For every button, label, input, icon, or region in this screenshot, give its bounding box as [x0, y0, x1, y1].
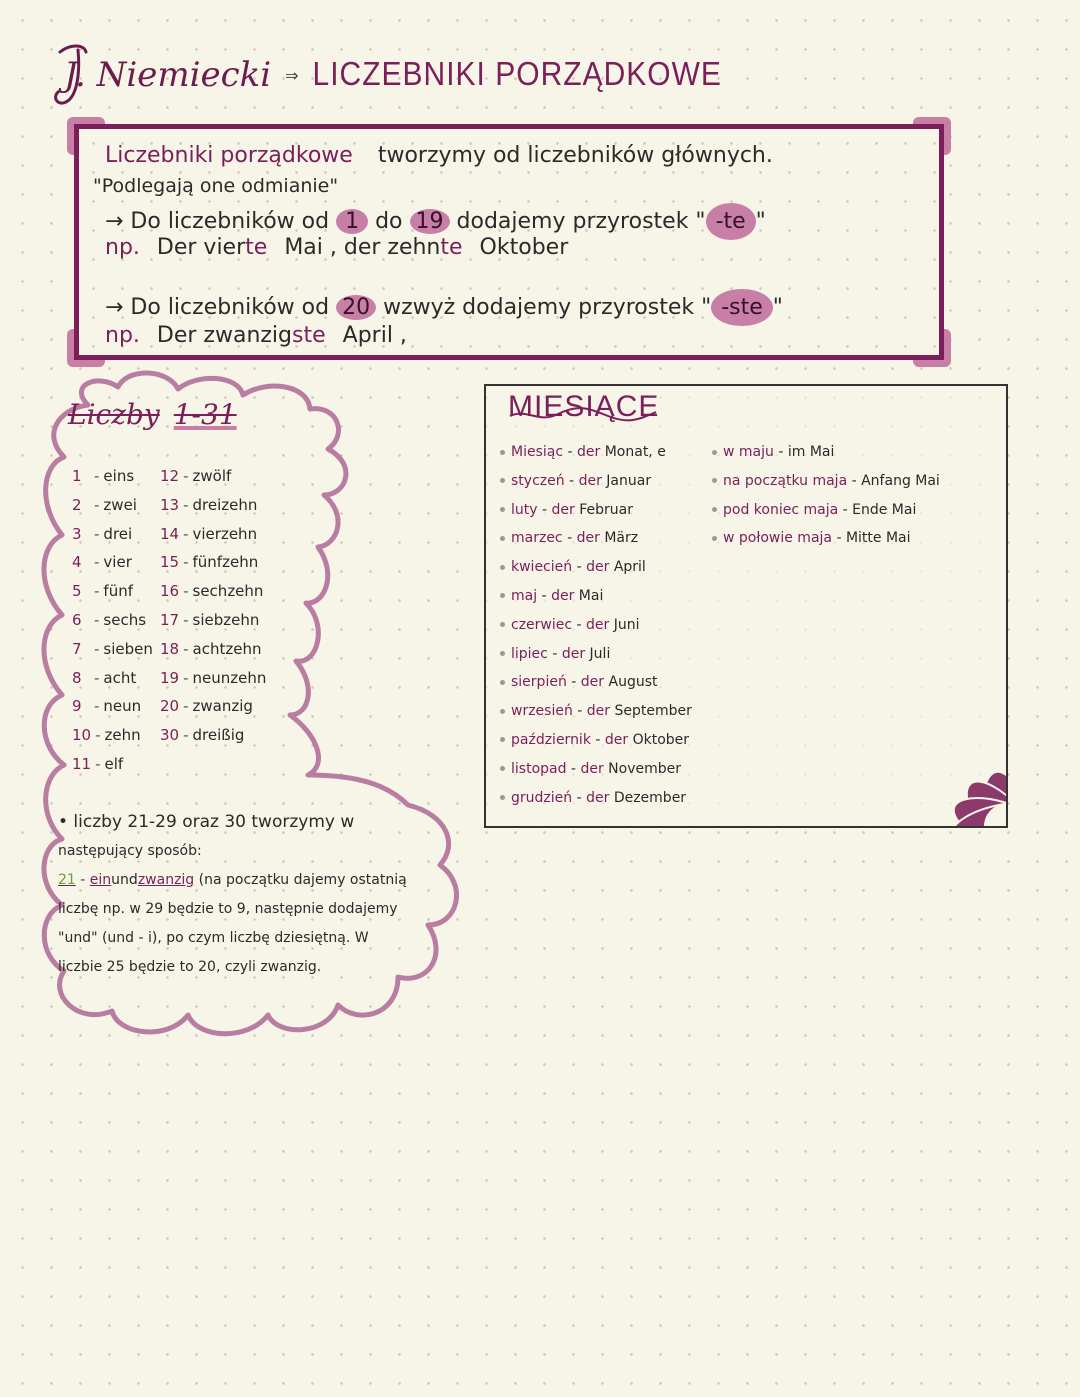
dash: -: [183, 553, 189, 572]
month-row: [500, 467, 692, 496]
phrase-german: Mitte Mai: [845, 530, 911, 547]
number-digit: 3: [72, 524, 82, 543]
dash: -: [183, 610, 189, 629]
month-article: der: [551, 587, 575, 604]
month-german: März: [604, 530, 639, 547]
month-row: [500, 524, 692, 553]
phrase-polish: w połowie maja: [723, 530, 832, 547]
month-polish: marzec: [511, 530, 563, 547]
number-digit: 7: [72, 639, 82, 658]
number-word: siebzehn: [192, 610, 260, 629]
month-polish: czerwiec: [511, 616, 573, 633]
number-digit: 9: [72, 697, 82, 716]
dash: -: [95, 754, 101, 773]
rule-text: do: [375, 209, 403, 234]
flower-decoration-icon: [916, 706, 1006, 826]
number-row: [72, 577, 153, 606]
month-article: der: [576, 530, 600, 547]
number-digit: 4: [72, 553, 82, 572]
number-row: [160, 548, 266, 577]
bullet-icon: [500, 536, 505, 541]
example-text: Oktober: [479, 235, 569, 260]
example-line-2: [105, 323, 407, 348]
number-row: [72, 462, 153, 491]
number-word: neunzehn: [192, 668, 267, 687]
phrase-polish: na początku maja: [723, 472, 848, 489]
number-digit: 8: [72, 668, 82, 687]
number-digit: 19: [160, 668, 180, 687]
quote-mark: ": [755, 209, 766, 234]
dash: -: [572, 559, 587, 576]
number-row: [72, 721, 153, 750]
rules-box-inner: [74, 124, 944, 360]
bullet-icon: [712, 450, 717, 455]
bullet-icon: [500, 593, 505, 598]
example-suffix: ste: [292, 323, 326, 348]
bullet-icon: [500, 565, 505, 570]
month-row: [500, 611, 692, 640]
number-digit: 13: [160, 495, 180, 514]
dash: -: [183, 726, 189, 745]
dash: -: [572, 616, 587, 633]
number-word: dreißig: [192, 726, 245, 745]
rule-line-1: [105, 143, 773, 168]
month-polish: kwiecień: [511, 559, 573, 576]
number-word: zwanzig: [192, 697, 253, 716]
month-polish: styczeń: [511, 472, 565, 489]
phrase-polish: w maju: [723, 444, 774, 460]
number-row: [72, 664, 153, 693]
month-polish: wrzesień: [511, 703, 573, 720]
dash: -: [183, 524, 189, 543]
number-row: [72, 548, 153, 577]
rule-text: wzwyż dodajemy przyrostek ": [383, 295, 712, 320]
number-digit: 18: [160, 639, 180, 658]
example-line-1: [105, 235, 568, 260]
topic-heading: LICZEBNIKI PORZĄDKOWE: [312, 56, 722, 93]
page-title: [50, 40, 722, 110]
dash: -: [537, 501, 552, 518]
number-digit: 1: [72, 467, 82, 485]
month-polish: luty: [511, 501, 538, 518]
numbers-note: [58, 808, 418, 982]
dash: -: [572, 703, 587, 720]
number-row: [160, 664, 266, 693]
number-word: zehn: [104, 726, 141, 745]
month-article: der: [551, 501, 575, 518]
number-word: elf: [104, 754, 124, 773]
numbers-range: 1-31: [173, 398, 237, 431]
dash: -: [183, 697, 189, 716]
month-row: [500, 553, 692, 582]
month-row: [500, 496, 692, 525]
dash: -: [94, 582, 100, 601]
note-example-part: und: [111, 872, 138, 888]
dash: -: [832, 530, 846, 547]
number-circle: 19: [410, 209, 450, 234]
subject-name: J. Niemiecki: [64, 55, 272, 95]
number-row: [72, 692, 153, 721]
number-digit: 16: [160, 582, 180, 601]
suffix-circle: -te: [706, 203, 756, 240]
month-article: der: [586, 789, 610, 806]
dash: -: [95, 726, 101, 745]
number-word: neun: [103, 697, 142, 716]
month-article: der: [561, 645, 586, 662]
dash: -: [183, 495, 189, 514]
number-circle: 20: [336, 295, 376, 320]
months-box: [484, 384, 1008, 828]
arrow-icon: ⇒: [285, 65, 299, 85]
number-digit: 2: [72, 495, 82, 514]
month-row: [500, 726, 692, 755]
month-german: Januar: [606, 472, 652, 489]
months-list: [500, 438, 692, 812]
number-digit: 6: [72, 610, 82, 629]
number-digit: 14: [160, 524, 180, 543]
note-line: "und" (und - i), po czym liczbę dziesiętną. W: [58, 930, 369, 946]
may-phrase-row: [712, 496, 940, 525]
number-row: [160, 635, 266, 664]
dash: -: [94, 495, 100, 514]
numbers-title: [68, 398, 237, 431]
phrase-german: im Mai: [787, 444, 835, 460]
dash: -: [183, 467, 189, 485]
suffix-circle: -ste: [711, 289, 773, 326]
month-article: der: [580, 674, 605, 691]
example-label: np.: [105, 235, 140, 260]
note-line: (na początku dajemy ostatnią: [198, 872, 407, 888]
number-digit: 15: [160, 553, 180, 572]
dash: -: [563, 444, 577, 460]
note-example: 21 - einundzwanzig: [58, 872, 195, 888]
dash: -: [562, 530, 577, 547]
month-row: [500, 640, 692, 669]
rule-text: tworzymy od liczebników głównych.: [377, 143, 773, 168]
dash: -: [183, 668, 189, 687]
month-german: Mai: [578, 587, 604, 604]
number-word: dreizehn: [192, 495, 258, 514]
phrase-polish: pod koniec maja: [723, 501, 839, 518]
month-german: Juni: [613, 616, 640, 633]
bullet-icon: [712, 478, 717, 483]
rule-line-2: "Podlegają one odmianie": [93, 175, 339, 197]
month-article: der: [586, 703, 611, 720]
number-circle: 1: [336, 209, 368, 234]
month-article: der: [604, 731, 629, 748]
number-word: sieben: [103, 639, 153, 658]
month-article: der: [578, 472, 602, 489]
month-row: [500, 582, 692, 611]
scribble-decoration-icon: [508, 402, 658, 426]
quote-mark: ": [772, 295, 783, 320]
example-text: Der vier: [156, 235, 246, 260]
bullet-icon: [500, 766, 505, 771]
numbers-column-2: [160, 462, 266, 750]
note-line: • liczby 21-29 oraz 30 tworzymy w: [58, 812, 355, 832]
month-article: der: [580, 760, 604, 777]
number-digit: 12: [160, 467, 180, 485]
bullet-icon: [712, 536, 717, 541]
bullet-icon: [500, 651, 505, 656]
number-digit: 11: [72, 754, 92, 773]
bullet-icon: [500, 450, 505, 455]
numbers-column-1: [72, 462, 153, 779]
number-word: zwölf: [192, 467, 232, 485]
note-example-part: ein: [89, 872, 112, 888]
dash: -: [547, 645, 562, 662]
months-title: [508, 390, 659, 424]
dash: -: [838, 501, 853, 518]
bullet-icon: [500, 737, 505, 742]
month-row: [500, 668, 692, 697]
numbers-title-label: Liczby: [68, 398, 160, 431]
number-digit: 20: [160, 697, 180, 716]
month-row: [500, 755, 692, 784]
rule-text: → Do liczebników od: [105, 295, 330, 320]
month-german: Februar: [579, 501, 633, 518]
note-line: liczbie 25 będzie to 20, czyli zwanzig.: [58, 959, 322, 975]
number-word: vierzehn: [192, 524, 258, 543]
number-word: sechs: [103, 610, 147, 629]
rule-term: Liczebniki porządkowe: [105, 143, 353, 168]
dash: -: [773, 444, 788, 460]
month-german: August: [608, 674, 658, 691]
note-line: następujący sposób:: [58, 843, 202, 859]
number-row: [160, 606, 266, 635]
number-word: acht: [103, 668, 137, 687]
number-word: vier: [103, 553, 132, 572]
month-row: [500, 697, 692, 726]
months-title-label: MIESIĄCE: [508, 390, 660, 423]
number-row: [160, 491, 266, 520]
dash: -: [566, 674, 581, 691]
example-text: April ,: [342, 323, 407, 348]
rule-line-4: [105, 289, 783, 326]
number-word: zwei: [103, 495, 137, 514]
note-example-line: [58, 866, 418, 895]
dash: -: [572, 789, 587, 806]
bullet-icon: [500, 680, 505, 685]
example-label: np.: [105, 323, 140, 348]
bullet-icon: [500, 507, 505, 512]
month-polish: listopad: [511, 760, 567, 777]
note-example-part: zwanzig: [137, 872, 195, 888]
month-polish: Miesiąc: [511, 444, 564, 460]
month-polish: grudzień: [511, 789, 573, 806]
dash: -: [94, 553, 100, 572]
number-row: [160, 721, 266, 750]
number-word: achtzehn: [192, 639, 262, 658]
number-digit: 30: [160, 726, 180, 745]
month-german: Monat, e: [604, 444, 666, 460]
number-row: [72, 635, 153, 664]
number-digit: 17: [160, 610, 180, 629]
month-row: [500, 784, 692, 813]
month-german: September: [614, 703, 692, 720]
month-article: der: [586, 559, 610, 576]
number-row: [72, 606, 153, 635]
number-word: fünfzehn: [192, 553, 259, 572]
bullet-icon: [712, 507, 717, 512]
dash: -: [94, 697, 100, 716]
dash: -: [94, 639, 100, 658]
month-article: der: [577, 444, 601, 460]
dash: -: [566, 760, 581, 777]
number-row: [160, 520, 266, 549]
may-phrase-row: [712, 467, 940, 496]
number-word: drei: [103, 524, 133, 543]
rules-box: [74, 124, 944, 360]
phrase-german: Anfang Mai: [861, 472, 940, 489]
month-polish: maj: [511, 587, 538, 604]
dash: -: [537, 587, 552, 604]
month-german: Dezember: [613, 789, 687, 806]
month-polish: sierpień: [511, 674, 567, 691]
month-article: der: [586, 616, 610, 633]
may-phrase-row: [712, 438, 940, 467]
number-digit: 5: [72, 582, 82, 601]
number-word: sechzehn: [192, 582, 264, 601]
number-row: [72, 750, 153, 779]
month-german: November: [608, 760, 681, 777]
dash: -: [94, 524, 100, 543]
dash: -: [94, 610, 100, 629]
month-polish: październik: [511, 731, 591, 748]
month-row: [500, 438, 692, 467]
number-digit: 10: [72, 726, 92, 745]
bullet-icon: [500, 622, 505, 627]
example-text: Mai , der zehn: [284, 235, 441, 260]
month-german: Juli: [589, 645, 611, 662]
rule-text: dodajemy przyrostek ": [456, 209, 706, 234]
bullet-icon: [500, 709, 505, 714]
dash: -: [590, 731, 605, 748]
note-example-number: 21: [58, 872, 76, 888]
example-text: Der zwanzig: [156, 323, 293, 348]
dash: -: [183, 639, 189, 658]
note-line: liczbę np. w 29 będzie to 9, następnie dodajemy: [58, 901, 398, 917]
rule-text: → Do liczebników od: [105, 209, 330, 234]
dash: -: [94, 467, 100, 485]
number-row: [160, 692, 266, 721]
month-german: April: [613, 559, 646, 576]
dash: -: [183, 582, 189, 601]
phrase-german: Ende Mai: [852, 501, 917, 518]
may-phrase-row: [712, 524, 940, 553]
bullet-icon: [500, 478, 505, 483]
number-word: eins: [103, 467, 135, 485]
example-suffix: te: [440, 235, 463, 260]
bullet-icon: [500, 795, 505, 800]
month-german: Oktober: [632, 731, 690, 748]
dash: -: [94, 668, 100, 687]
month-polish: lipiec: [511, 645, 548, 662]
number-row: [160, 462, 266, 491]
may-phrases-list: [712, 438, 940, 553]
dash: -: [847, 472, 862, 489]
dash: -: [564, 472, 579, 489]
example-suffix: te: [245, 235, 268, 260]
number-row: [160, 577, 266, 606]
number-row: [72, 520, 153, 549]
number-row: [72, 491, 153, 520]
number-word: fünf: [103, 582, 133, 601]
